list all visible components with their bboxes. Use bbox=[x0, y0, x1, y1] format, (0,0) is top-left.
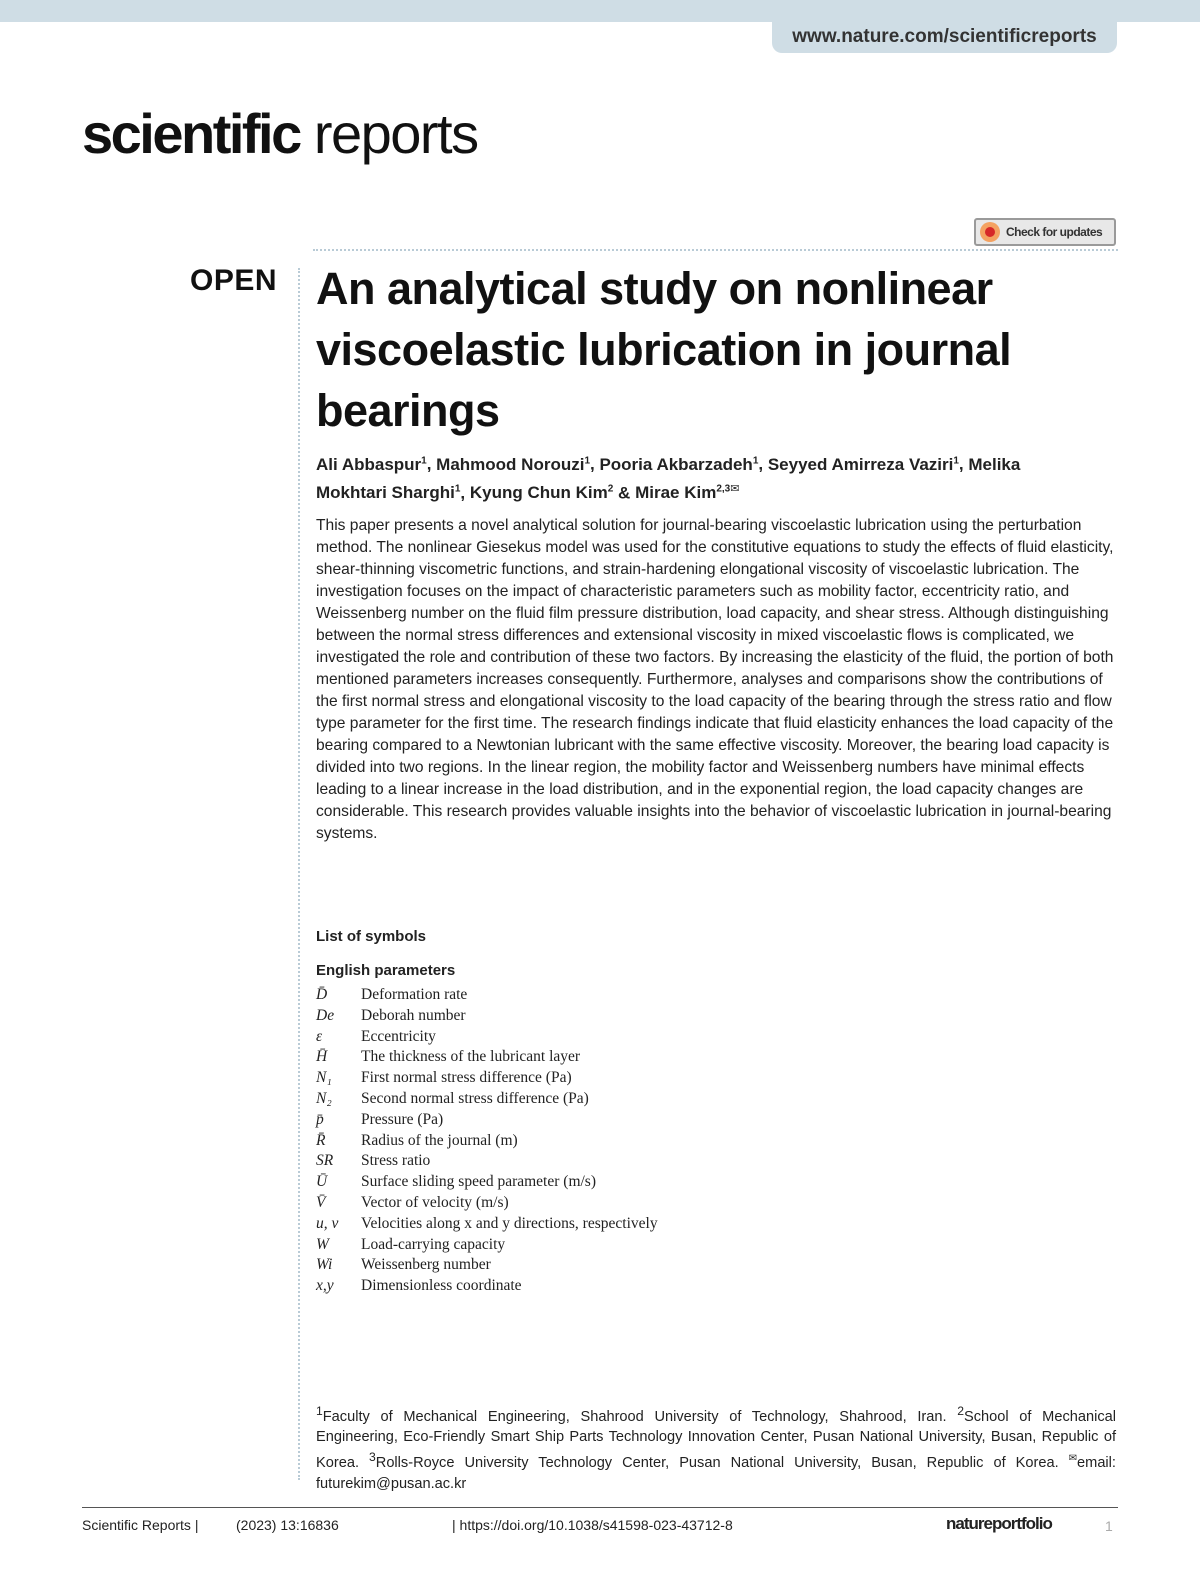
corresponding-email[interactable]: email: futurekim@pusan.ac.kr bbox=[316, 1455, 1116, 1492]
journal-logo-light: reports bbox=[313, 102, 478, 165]
footer-rule bbox=[82, 1507, 1118, 1508]
symbol-row bbox=[316, 1214, 1016, 1235]
crossmark-icon bbox=[980, 222, 1000, 242]
symbol: p̄ bbox=[316, 1110, 324, 1128]
symbol-description: Radius of the journal (m) bbox=[361, 1131, 518, 1149]
symbol-row bbox=[316, 1172, 1016, 1193]
footer-journal: Scientific Reports | bbox=[82, 1517, 199, 1533]
journal-logo bbox=[82, 104, 478, 164]
author[interactable]: Mahmood Norouzi$^1$ bbox=[436, 454, 590, 474]
author[interactable]: Seyyed Amirreza Vaziri$^1$ bbox=[767, 454, 959, 474]
symbol-description: Weissenberg number bbox=[361, 1256, 491, 1274]
symbol-description: Stress ratio bbox=[361, 1152, 431, 1170]
symbol-row bbox=[316, 1089, 1016, 1110]
symbol: Ū bbox=[316, 1173, 328, 1191]
symbol: W bbox=[316, 1235, 329, 1253]
symbol-row bbox=[316, 1047, 1016, 1068]
open-access-label: OPEN bbox=[190, 264, 278, 297]
symbol-row bbox=[316, 1151, 1016, 1172]
symbol-description: Velocities along x and y directions, respectively bbox=[361, 1214, 658, 1232]
symbol-description: The thickness of the lubricant layer bbox=[361, 1048, 581, 1066]
symbol: N₂ bbox=[316, 1089, 332, 1107]
author[interactable]: Mirae Kim$^{2,3}$ bbox=[635, 483, 731, 503]
symbol-row bbox=[316, 1255, 1016, 1276]
symbols-subheading: English parameters bbox=[316, 962, 456, 979]
symbol: ε bbox=[316, 1027, 323, 1045]
symbol: H̄ bbox=[316, 1048, 328, 1066]
symbol-row bbox=[316, 1006, 1016, 1027]
publisher-logo: natureportfolio bbox=[946, 1514, 1052, 1533]
symbols-heading: List of symbols bbox=[316, 928, 427, 945]
abstract: This paper presents a novel analytical solution for journal-bearing viscoelastic lubrication using the perturbation method. The nonlinear Giesekus model was used for the constitutive equations to study the effects of fluid elasticity, shear-thinning viscometric functions, and strain-hardening elongational viscosity of viscoelastic lubrication. The investigation focuses on the impact of characteristic parameters such as mobility factor, eccentricity ratio, and Weissenberg number on the fluid film pressure distribution, load capacity, and shear stress. Although distinguishing between the normal stress differences and extensional viscosity in mixed viscoelastic flows is complicated, we investigated the role and contribution of these two factors. By increasing the elasticity of the fluid, the portion of both mentioned parameters increases consequently. Furthermore, analyses and comparisons show the contributions of the first normal stress and elongational viscosity to the load capacity of the bearing through the stress ratio and flow type parameter for the first time. The research findings indicate that fluid elasticity enhances the load capacity of the bearing compared to a Newtonian lubricant with the same effective viscosity. Moreover, the bearing load capacity is divided into two regions. In the linear region, the mobility factor and Weissenberg numbers have minimal effects leading to a linear increase in the load distribution, and in the exponential region, the load capacity changes are considerable. This research provides valuable insights into the behavior of viscoelastic lubrication in journal-bearing systems. bbox=[316, 517, 1114, 842]
symbol: De bbox=[316, 1006, 335, 1024]
symbol-row bbox=[316, 1027, 1016, 1048]
symbol-description: Deformation rate bbox=[361, 986, 468, 1003]
symbol: D̄ bbox=[316, 986, 328, 1003]
top-banner bbox=[0, 0, 1200, 22]
symbol-description: Eccentricity bbox=[361, 1027, 436, 1045]
affiliation-text: School of Mechanical Engineering, Eco-Friendly Smart Ship Parts Technology Innovation Center, Pusan National University, Busan, Republic of Korea. bbox=[316, 1408, 1116, 1472]
symbol-row bbox=[316, 985, 1016, 1006]
author[interactable]: Melika Mokhtari Sharghi$^1$ bbox=[316, 454, 1021, 503]
journal-url-link[interactable]: www.nature.com/scientificreports bbox=[772, 22, 1117, 53]
email-icon: ✉ bbox=[1068, 1453, 1078, 1465]
footer-volume: (2023) 13:16836 bbox=[236, 1517, 339, 1533]
symbol-row bbox=[316, 1110, 1016, 1131]
page-number: 1 bbox=[1105, 1518, 1113, 1534]
symbol: x,y bbox=[316, 1277, 334, 1295]
check-for-updates-label: Check for updates bbox=[1006, 225, 1103, 239]
symbol-description: Dimensionless coordinate bbox=[361, 1277, 522, 1295]
journal-logo-bold: scientific bbox=[82, 102, 300, 165]
author-list: Ali Abbaspur$^1$, Mahmood Norouzi$^1$, Pooria Akbarzadeh$^1$, Seyyed Amirreza Vaziri$^1$, Melika Mokhtari Sharghi$^1$, Kyung Chun Kim$^2$ & Mirae Kim$^{2,3✉}$ bbox=[316, 454, 1021, 503]
symbol-row bbox=[316, 1276, 1016, 1297]
symbols-list bbox=[316, 985, 1016, 1297]
symbol-row bbox=[316, 1193, 1016, 1214]
symbol-description: Deborah number bbox=[361, 1006, 466, 1024]
author[interactable]: Ali Abbaspur$^1$ bbox=[316, 454, 427, 474]
email-icon[interactable]: ✉ bbox=[730, 482, 740, 495]
affiliations: $^1$Faculty of Mechanical Engineering, Shahrood University of Technology, Shahrood, Iran. $^2$School of Mechanical Engineering, Eco-Friendly Smart Ship Parts Technology Innovation Center, Pusan National University, Busan, Republic of Korea. $^3$Rolls-Royce University Technology Center, Pusan National University, Busan, Republic of Korea. ✉email: futurekim@pusan.ac.kr bbox=[316, 1404, 1116, 1492]
affiliation-text: Faculty of Mechanical Engineering, Shahrood University of Technology, Shahrood, Iran. bbox=[322, 1408, 958, 1425]
dotted-rule bbox=[298, 268, 300, 1480]
symbol-description: Second normal stress difference (Pa) bbox=[361, 1089, 589, 1107]
symbol-description: Vector of velocity (m/s) bbox=[361, 1193, 509, 1211]
author[interactable]: Pooria Akbarzadeh$^1$ bbox=[599, 454, 759, 474]
footer-doi-link[interactable]: | https://doi.org/10.1038/s41598-023-43712-8 bbox=[452, 1517, 733, 1533]
symbol: R̄ bbox=[316, 1131, 326, 1149]
symbol-row bbox=[316, 1235, 1016, 1256]
symbol-row bbox=[316, 1068, 1016, 1089]
symbol-row bbox=[316, 1131, 1016, 1152]
symbol: V̄ bbox=[316, 1193, 326, 1211]
symbol: Wi bbox=[316, 1256, 333, 1274]
symbol: N₁ bbox=[316, 1069, 332, 1087]
symbol: u, v bbox=[316, 1214, 339, 1232]
affiliation-text: Rolls-Royce University Technology Center, Pusan National University, Busan, Republic of Korea. bbox=[375, 1455, 1069, 1472]
symbol-description: Load-carrying capacity bbox=[361, 1235, 506, 1253]
symbol-description: Surface sliding speed parameter (m/s) bbox=[361, 1173, 596, 1191]
article-title: An analytical study on nonlinear viscoelastic lubrication in journal bearings bbox=[316, 263, 1012, 436]
author[interactable]: Kyung Chun Kim$^2$ bbox=[469, 483, 614, 503]
check-for-updates-button[interactable] bbox=[974, 218, 1116, 246]
symbol-description: Pressure (Pa) bbox=[361, 1110, 444, 1128]
symbol-description: First normal stress difference (Pa) bbox=[361, 1069, 572, 1087]
dotted-divider bbox=[313, 249, 1118, 251]
symbol: SR bbox=[316, 1152, 334, 1170]
